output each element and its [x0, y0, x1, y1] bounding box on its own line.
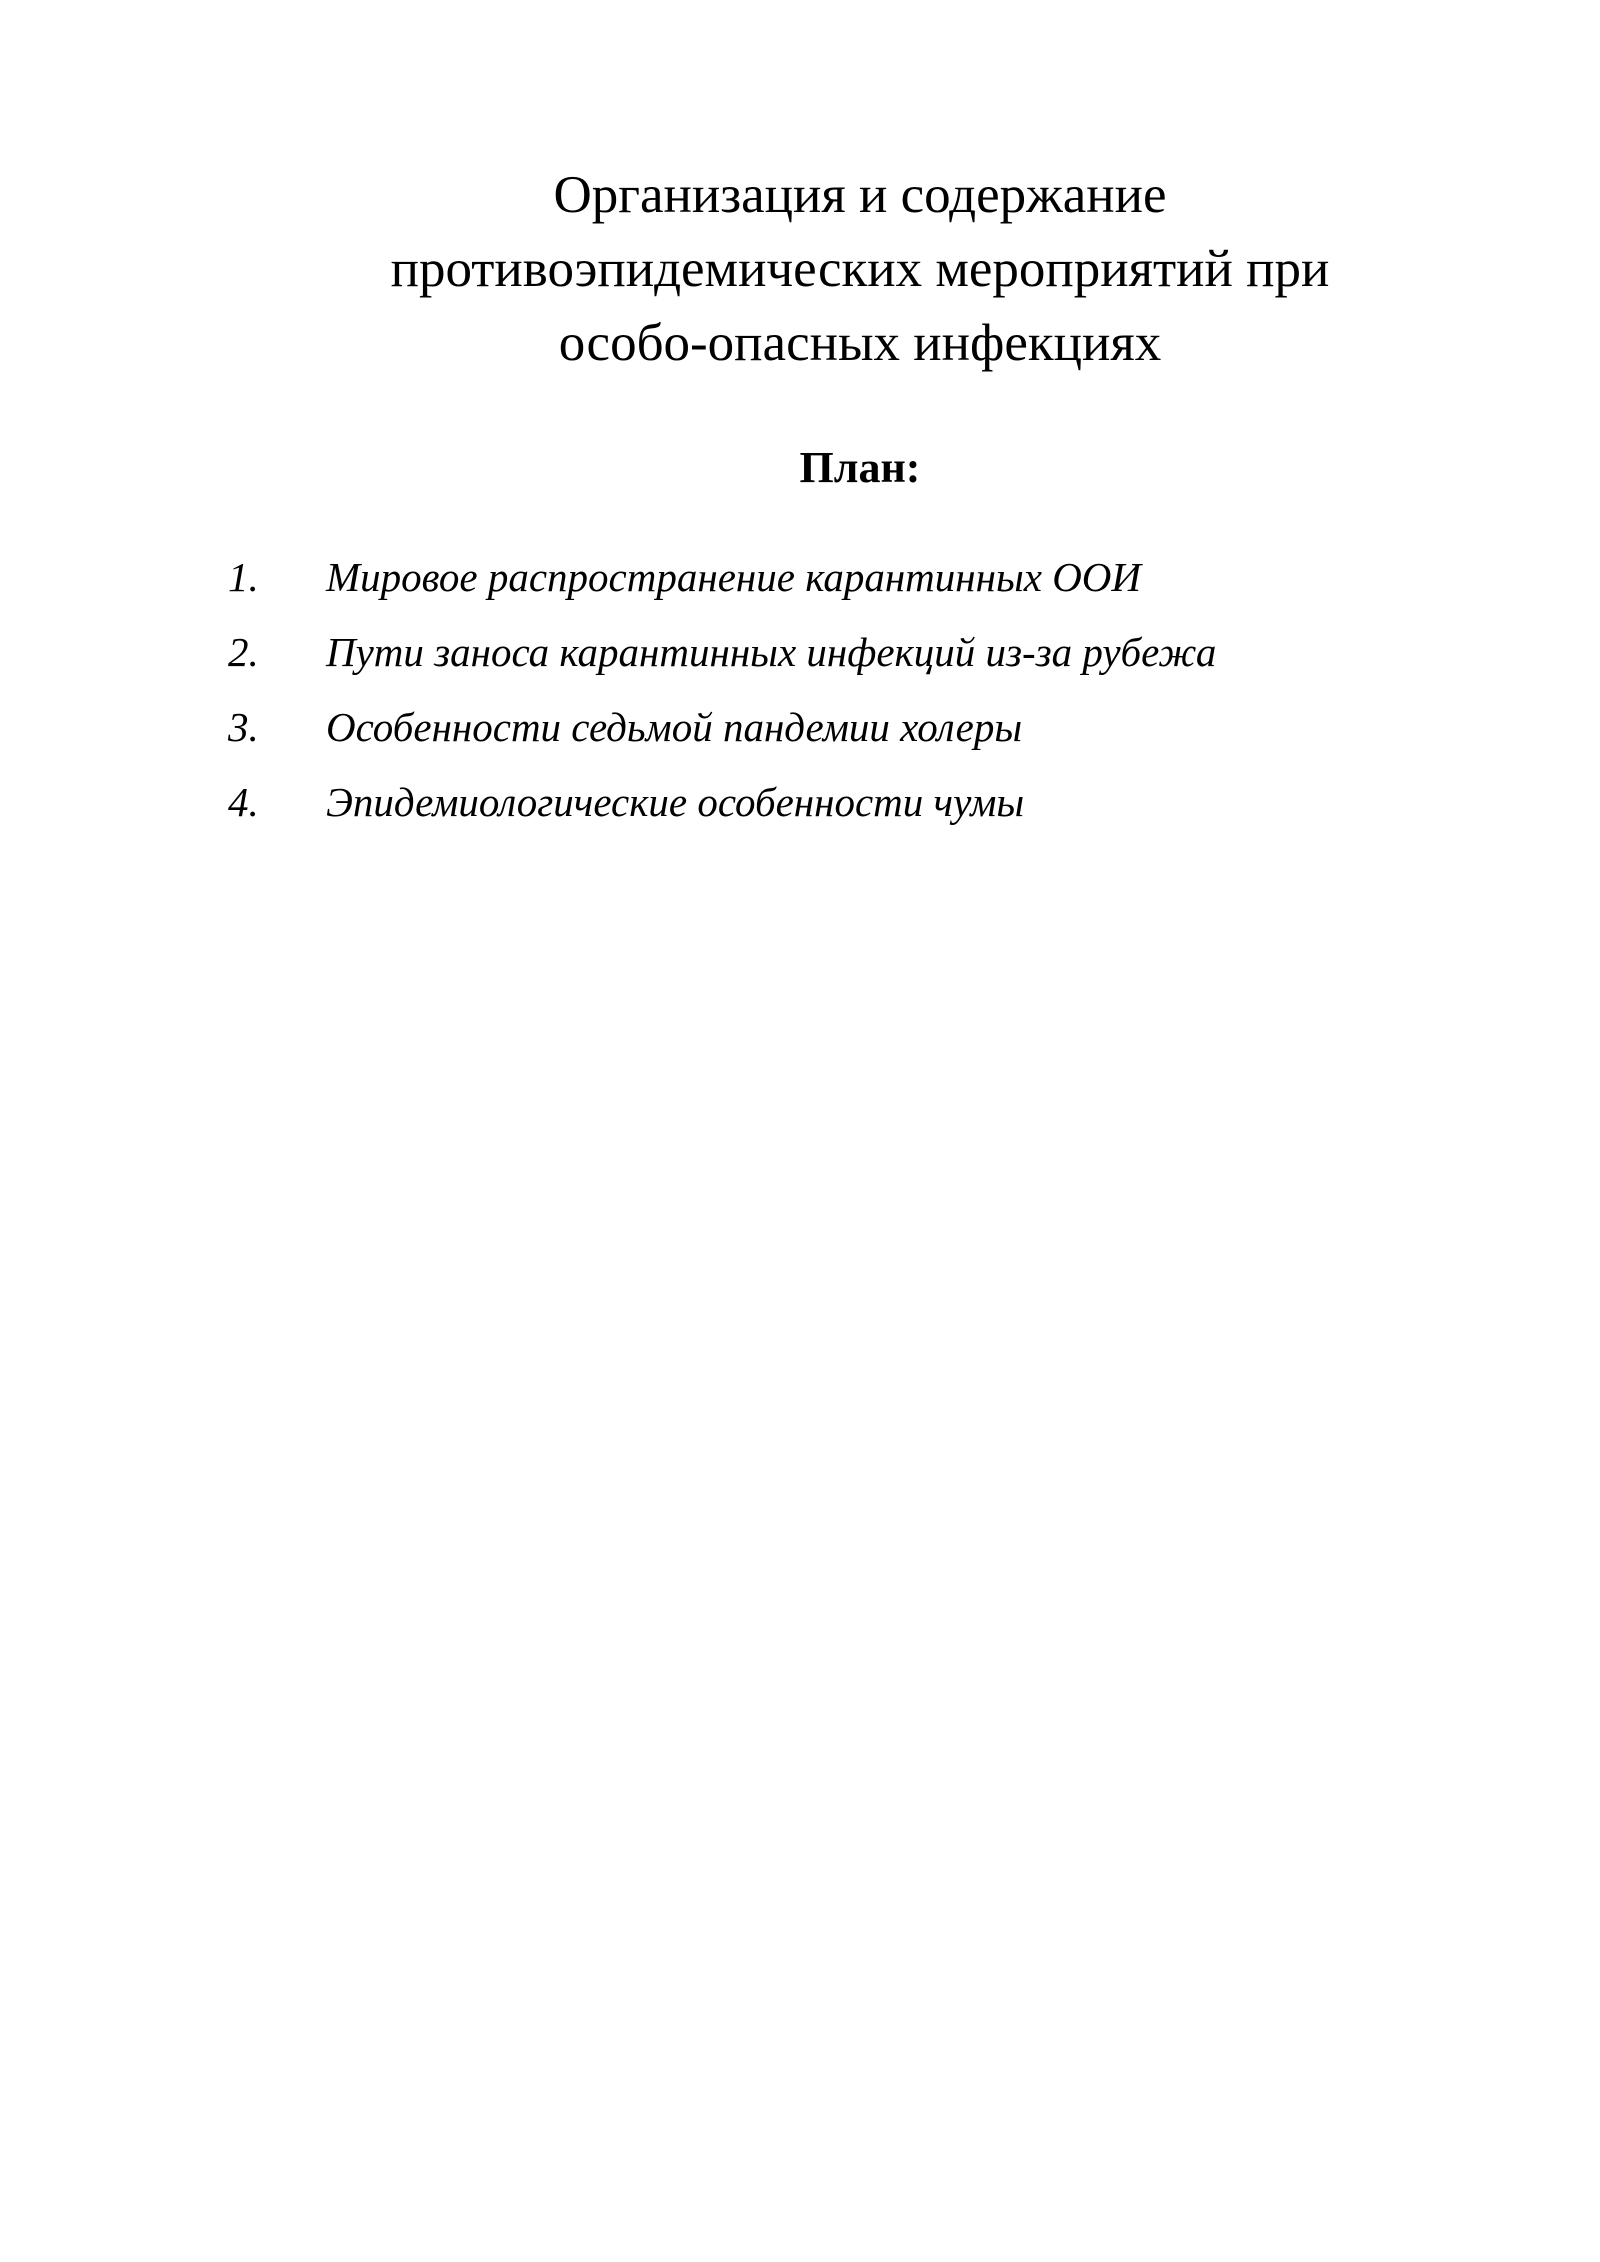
plan-item-number: 4.: [228, 779, 259, 825]
title-line-3: особо-опасных инфекциях: [558, 314, 1162, 372]
plan-item-1: [0, 540, 1600, 615]
plan-item-text: Эпидемиологические особенности чумы: [326, 779, 1025, 825]
plan-item-2: [0, 615, 1600, 690]
plan-list: [0, 540, 1600, 840]
document-title: [330, 158, 1390, 380]
plan-item-number: 3.: [228, 704, 259, 750]
plan-heading: План:: [799, 443, 921, 492]
title-line-2: противоэпидемических мероприятий при: [390, 240, 1330, 298]
plan-item-text: Пути заноса карантинных инфекций из-за рубежа: [326, 629, 1217, 675]
plan-item-number: 1.: [228, 554, 259, 600]
plan-item-text: Особенности седьмой пандемии холеры: [326, 704, 1023, 750]
plan-item-number: 2.: [228, 629, 259, 675]
title-line-1: Организация и содержание: [553, 166, 1167, 224]
plan-item-4: [0, 765, 1600, 840]
plan-item-3: [0, 690, 1600, 765]
plan-item-text: Мировое распространение карантинных ООИ: [326, 554, 1142, 600]
